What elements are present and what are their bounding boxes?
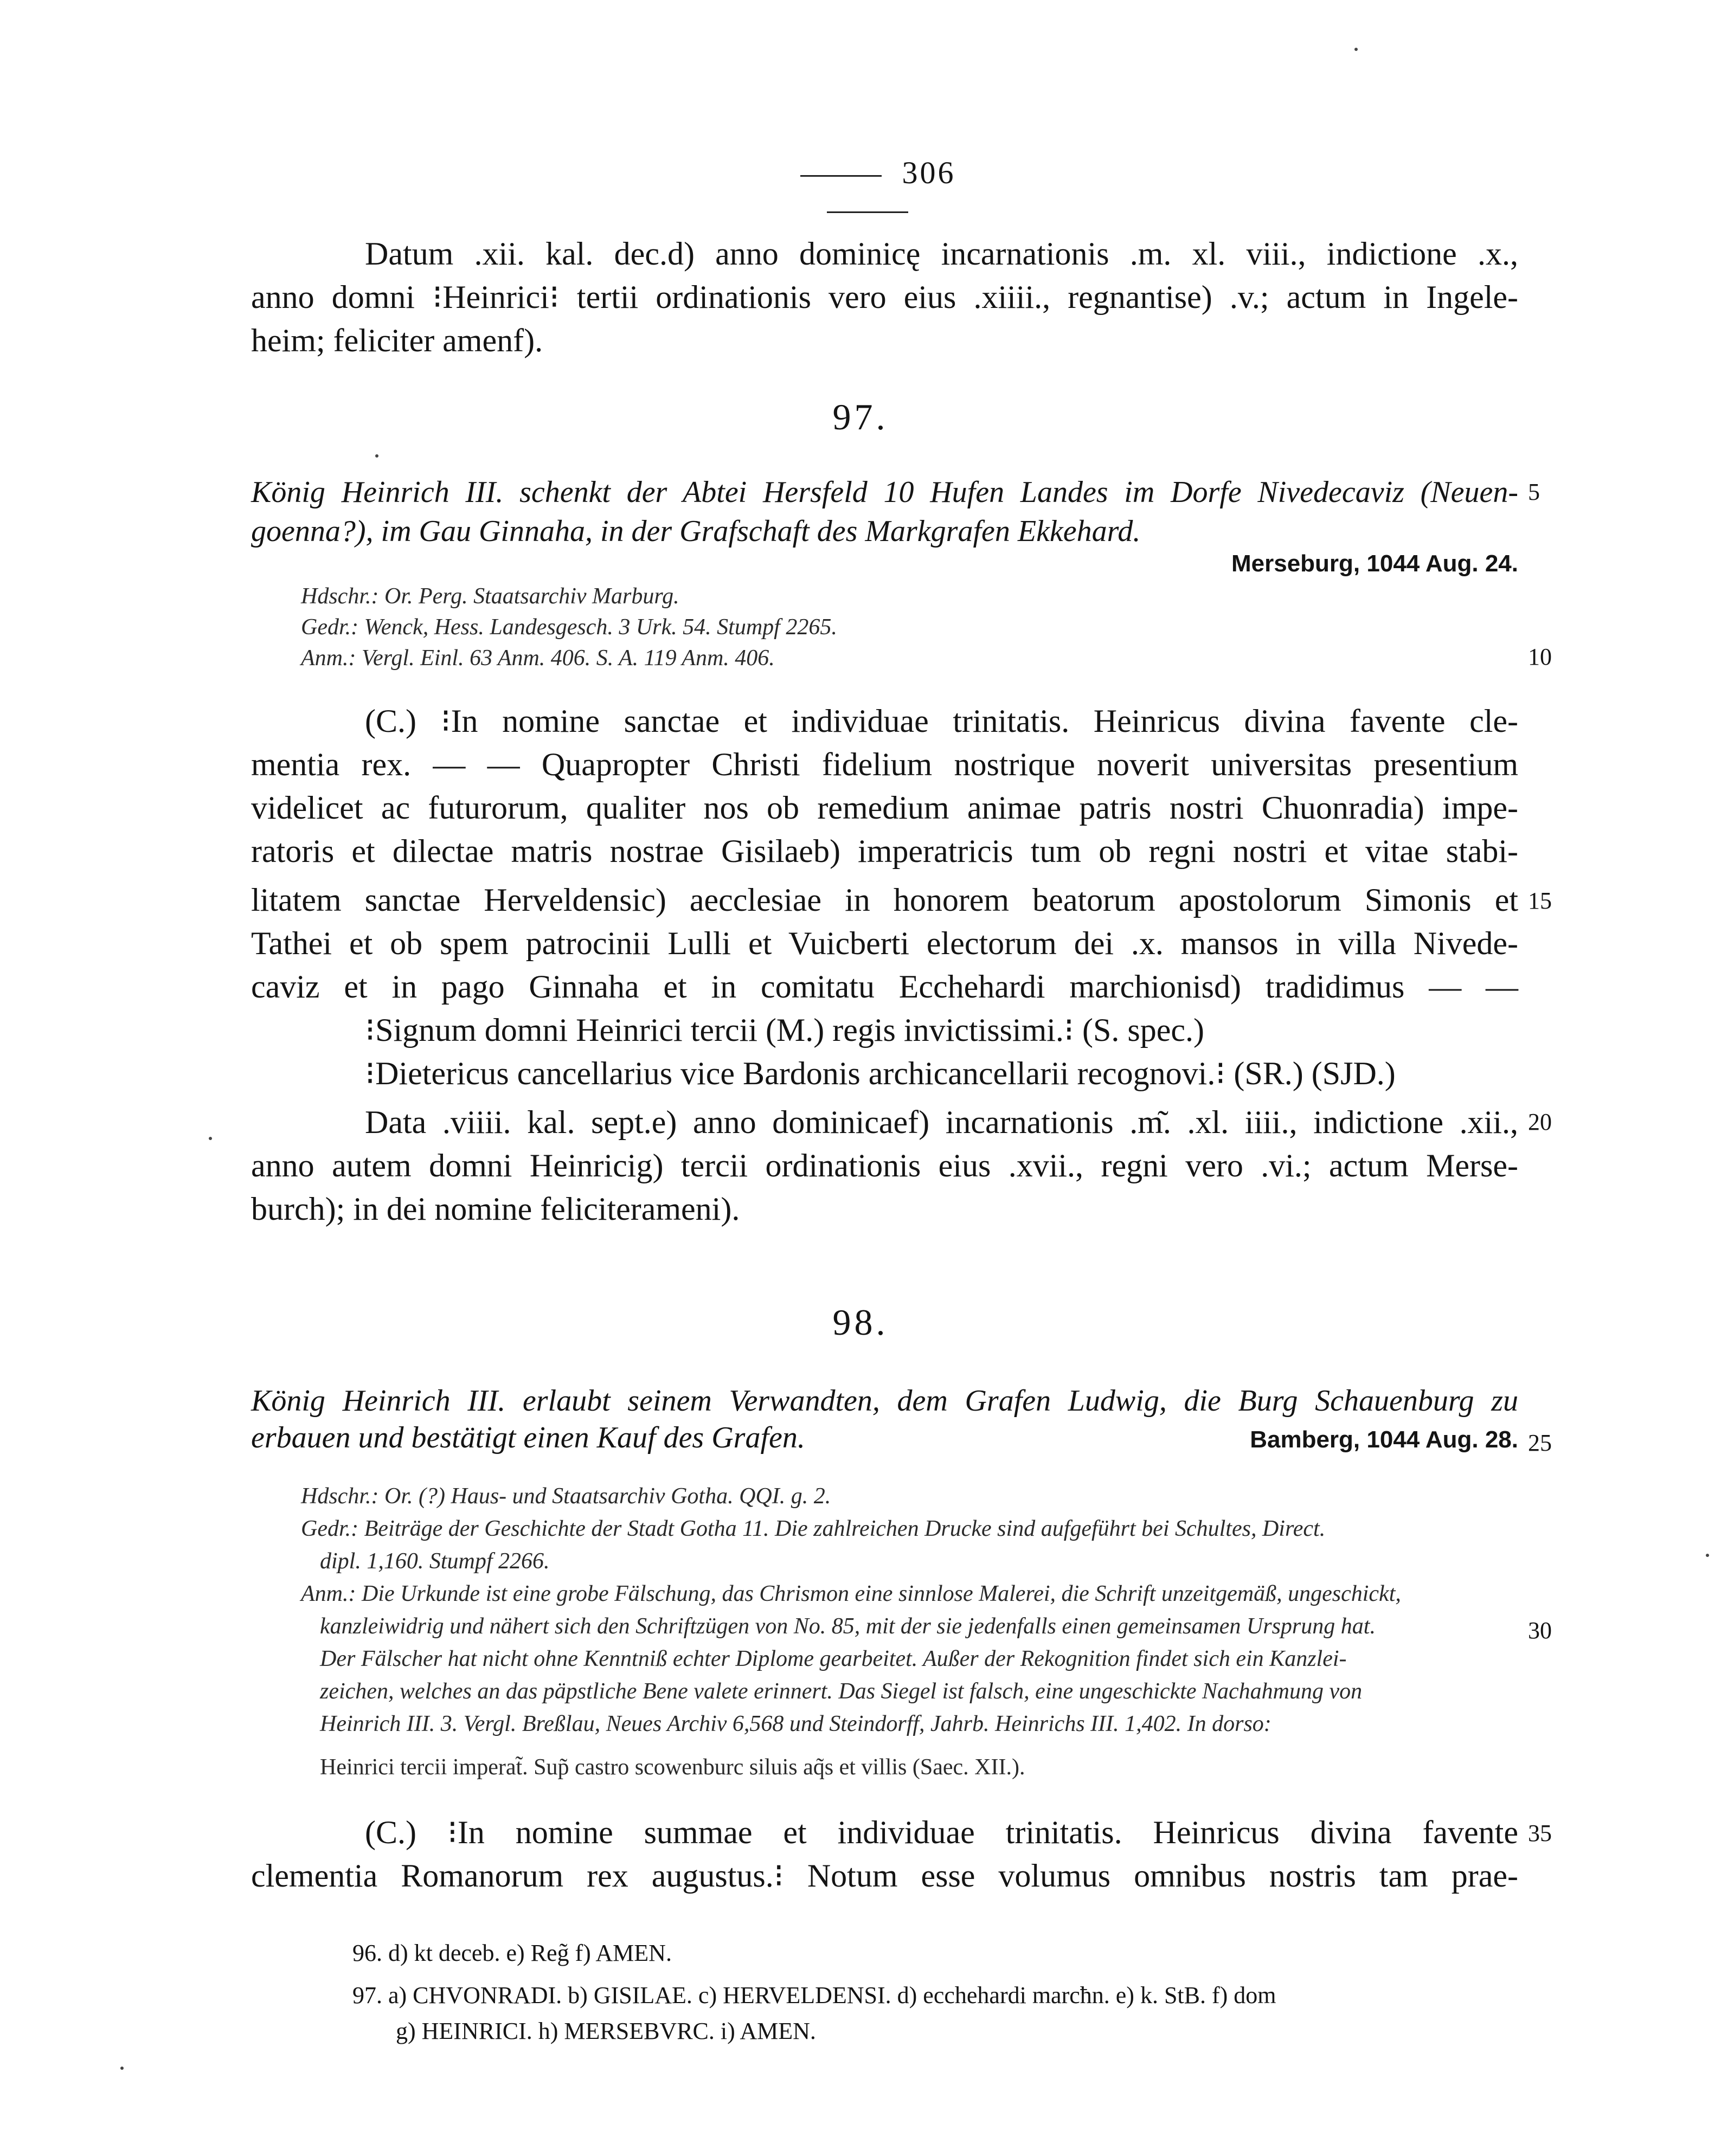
doc96-line-2: anno domni ⁝Heinrici⁝ tertii ordinationis vero eius .xiiii., regnantise) .v.; actum in Ingele- [251, 279, 1518, 315]
footnote-97-line-2: g) HEINRICI. h) MERSEBVRC. i) AMEN. [396, 2018, 816, 2044]
line-number-25: 25 [1528, 1430, 1552, 1456]
doc97-note-gedr: Gedr.: Wenck, Hess. Landesgesch. 3 Urk. 54. Stumpf 2265. [301, 615, 837, 640]
doc97-text-line-3: videlicet ac futurorum, qualiter nos ob remedium animae patris nostri Chuonradia) impe- [251, 790, 1518, 826]
doc97-text-line-1: (C.) ⁝In nomine sanctae et individuae trinitatis. Heinricus divina favente cle- [365, 703, 1518, 739]
page-number [737, 155, 998, 227]
doc98-note-anm-3: Der Fälscher hat nicht ohne Kenntniß echter Diplome gearbeitet. Außer der Rekognition findet sich ein Kanzlei- [320, 1646, 1347, 1671]
line-number-20: 20 [1528, 1109, 1552, 1135]
scan-speck [209, 1137, 212, 1140]
doc98-note-gedr-cont: dipl. 1,160. Stumpf 2266. [320, 1549, 550, 1574]
doc97-note-hdschr: Hdschr.: Or. Perg. Staatsarchiv Marburg. [301, 584, 679, 609]
doc97-text-line-5: litatem sanctae Herveldensic) aecclesiae in honorem beatorum apostolorum Simonis et [251, 882, 1518, 918]
footnote-97-line-1: 97. a) CHVONRADI. b) GISILAE. c) HERVELDENSI. d) ecchehardi marcħn. e) k. StB. f) dom [352, 1982, 1276, 2009]
line-number-15: 15 [1528, 887, 1552, 914]
doc97-regest-line-2: goenna?), im Gau Ginnaha, in der Grafschaft des Markgrafen Ekkehard. [251, 514, 1141, 548]
doc98-regest-line-1: König Heinrich III. erlaubt seinem Verwandten, dem Grafen Ludwig, die Burg Schauenburg zu [251, 1384, 1518, 1418]
scan-speck [375, 454, 378, 458]
doc97-text-line-10: Data .viiii. kal. sept.e) anno dominicaef) incarnationis .m͂. .xl. iiii., indictione .xii., [365, 1104, 1518, 1140]
doc97-text-line-4: ratoris et dilectae matris nostrae Gisilaeb) imperatricis tum ob regni nostri et vitae stabi- [251, 833, 1518, 869]
doc98-note-hdschr: Hdschr.: Or. (?) Haus- und Staatsarchiv Gotha. QQI. g. 2. [301, 1484, 831, 1509]
scan-speck [1706, 1554, 1709, 1557]
line-number-30: 30 [1528, 1617, 1552, 1644]
doc97-text-signum: ⁝Signum domni Heinrici tercii (M.) regis invictissimi.⁝ (S. spec.) [365, 1012, 1204, 1048]
rule-right [827, 211, 908, 213]
doc97-number: 97. [832, 396, 889, 437]
doc98-regest-line-2: erbauen und bestätigt einen Kauf des Grafen. [251, 1421, 805, 1455]
scan-speck [120, 2067, 124, 2070]
footnote-96: 96. d) kt deceb. e) Reg̃ f) AMEN. [352, 1940, 672, 1966]
doc97-place-date: Merseburg, 1044 Aug. 24. [1231, 550, 1518, 577]
doc97-text-line-7: caviz et in pago Ginnaha et in comitatu Ecchehardi marchionisd) tradidimus — — [251, 969, 1518, 1005]
line-number-10: 10 [1528, 643, 1552, 670]
doc96-line-1: Datum .xii. kal. dec.d) anno dominicę incarnationis .m. xl. viii., indictione .x., [365, 236, 1518, 272]
doc98-note-gedr: Gedr.: Beiträge der Geschichte der Stadt Gotha 11. Die zahlreichen Drucke sind aufgeführt bei Schultes, Direct. [301, 1516, 1326, 1541]
doc98-note-anm-2: kanzleiwidrig und nähert sich den Schriftzügen von No. 85, mit der sie jedenfalls einen gemeinsamen Ursprung hat. [320, 1614, 1376, 1639]
doc98-note-anm-5: Heinrich III. 3. Vergl. Breßlau, Neues Archiv 6,568 und Steindorff, Jahrb. Heinrichs III. 1,402. In dorso: [320, 1711, 1272, 1736]
doc98-text-line-2: clementia Romanorum rex augustus.⁝ Notum esse volumus omnibus nostris tam prae- [251, 1858, 1518, 1894]
rule-left [800, 175, 882, 177]
doc98-number: 98. [832, 1302, 889, 1343]
doc98-note-in-dorso: Heinrici tercii imperat̃. Sup̃ castro scowenburc siluis aq̃s et villis (Saec. XII.). [320, 1755, 1025, 1780]
doc98-text-line-1: (C.) ⁝In nomine summae et individuae trinitatis. Heinricus divina favente [365, 1814, 1518, 1850]
doc98-note-anm-1: Anm.: Die Urkunde ist eine grobe Fälschung, das Chrismon eine sinnlose Malerei, die Schrift unzeitgemäß, ungeschickt, [301, 1581, 1401, 1606]
doc97-text-line-6: Tathei et ob spem patrocinii Lulli et Vuicberti electorum dei .x. mansos in villa Nivede- [251, 925, 1518, 961]
scan-speck [1354, 48, 1358, 51]
doc98-place-date: Bamberg, 1044 Aug. 28. [1250, 1426, 1518, 1453]
page-number-text: 306 [902, 155, 956, 190]
doc97-text-recognition: ⁝Dietericus cancellarius vice Bardonis archicancellarii recognovi.⁝ (SR.) (SJD.) [365, 1056, 1396, 1091]
doc97-note-anm: Anm.: Vergl. Einl. 63 Anm. 406. S. A. 119 Anm. 406. [301, 646, 775, 671]
doc98-note-anm-4: zeichen, welches an das päpstliche Bene valete erinnert. Das Siegel ist falsch, eine ungeschickte Nachahmung von [320, 1679, 1363, 1704]
doc97-text-line-12: burch); in dei nomine feliciterameni). [251, 1191, 740, 1227]
line-number-35: 35 [1528, 1820, 1552, 1846]
line-number-5: 5 [1528, 479, 1540, 505]
doc96-line-3: heim; feliciter amenf). [251, 323, 543, 358]
doc97-text-line-2: mentia rex. — — Quapropter Christi fidelium nostrique noverit universitas presentium [251, 746, 1518, 782]
doc97-regest-line-1: König Heinrich III. schenkt der Abtei Hersfeld 10 Hufen Landes im Dorfe Nivedecaviz (Neuen- [251, 475, 1518, 509]
doc97-text-line-11: anno autem domni Heinricig) tercii ordinationis eius .xvii., regni vero .vi.; actum Merse- [251, 1148, 1518, 1183]
